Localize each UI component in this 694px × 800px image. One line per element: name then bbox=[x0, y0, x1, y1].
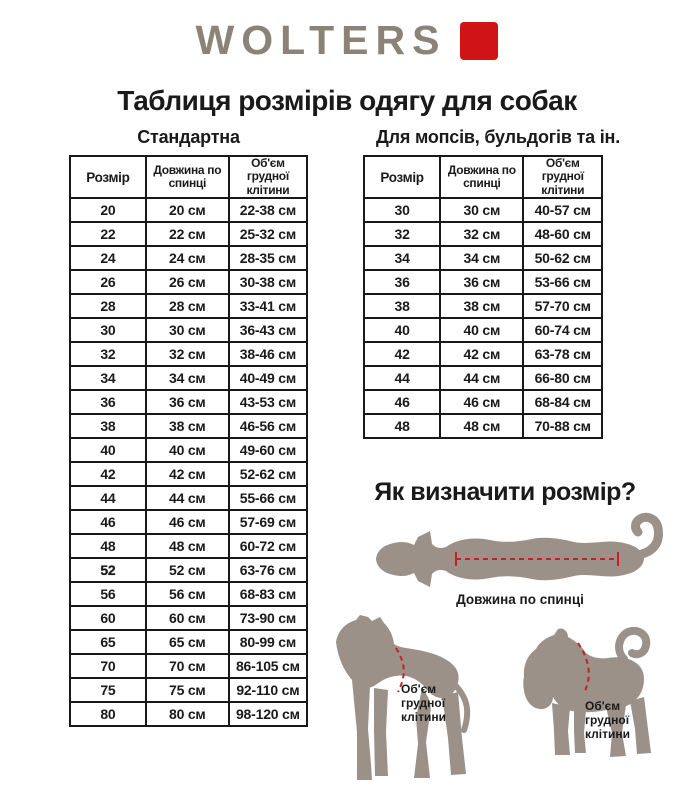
back-length-cell: 70 см bbox=[146, 654, 229, 678]
chest-volume-cell: 50-62 см bbox=[523, 246, 602, 270]
column-header: Довжина по спинці bbox=[146, 156, 229, 198]
label-line: клітини bbox=[401, 710, 446, 725]
bulldog-curled-tail bbox=[619, 631, 646, 659]
table-row bbox=[70, 270, 307, 294]
size-cell: 46 bbox=[70, 510, 146, 534]
size-cell: 38 bbox=[364, 294, 440, 318]
table-row bbox=[364, 246, 602, 270]
back-length-cell: 34 см bbox=[440, 246, 523, 270]
table-row bbox=[364, 270, 602, 294]
table-row bbox=[70, 606, 307, 630]
back-length-cell: 30 см bbox=[146, 318, 229, 342]
chest-volume-cell: 38-46 см bbox=[229, 342, 307, 366]
size-cell: 22 bbox=[70, 222, 146, 246]
dog-front-leg bbox=[352, 680, 372, 780]
column-header: Об'єм грудної клітини bbox=[523, 156, 602, 198]
back-length-cell: 38 см bbox=[146, 414, 229, 438]
back-length-cell: 48 см bbox=[146, 534, 229, 558]
table-row bbox=[70, 702, 307, 726]
back-length-cell: 44 см bbox=[146, 486, 229, 510]
chest-volume-cell: 55-66 см bbox=[229, 486, 307, 510]
back-length-cell: 32 см bbox=[440, 222, 523, 246]
table-row bbox=[70, 342, 307, 366]
table-row bbox=[364, 414, 602, 438]
bulldog-front-leg bbox=[552, 703, 570, 755]
size-cell: 48 bbox=[364, 414, 440, 438]
table-row bbox=[70, 486, 307, 510]
chest-volume-cell: 25-32 см bbox=[229, 222, 307, 246]
back-length-cell: 60 см bbox=[146, 606, 229, 630]
chest-volume-cell: 40-49 см bbox=[229, 366, 307, 390]
brand-logo: WOLTERS bbox=[195, 17, 447, 63]
pugs-table-title: Для мопсів, бульдогів та ін. bbox=[375, 127, 621, 147]
size-cell: 38 bbox=[70, 414, 146, 438]
table-row bbox=[364, 366, 602, 390]
column-header: Розмір bbox=[70, 156, 146, 198]
chest-volume-cell: 66-80 см bbox=[523, 366, 602, 390]
page-title: Таблиця розмірів одягу для собак bbox=[117, 84, 577, 116]
back-length-cell: 42 см bbox=[440, 342, 523, 366]
back-length-cell: 75 см bbox=[146, 678, 229, 702]
size-cell: 26 bbox=[70, 270, 146, 294]
label-line: грудної bbox=[401, 696, 446, 711]
back-length-cell: 34 см bbox=[146, 366, 229, 390]
brand-mark bbox=[460, 22, 498, 60]
chest-volume-cell: 48-60 см bbox=[523, 222, 602, 246]
back-length-cell: 22 см bbox=[146, 222, 229, 246]
size-cell: 40 bbox=[70, 438, 146, 462]
chest-volume-cell: 43-53 см bbox=[229, 390, 307, 414]
chest-volume-cell: 68-83 см bbox=[229, 582, 307, 606]
size-cell: 42 bbox=[70, 462, 146, 486]
back-length-label: Довжина по спинці bbox=[456, 592, 584, 607]
chest-volume-cell: 92-110 см bbox=[229, 678, 307, 702]
bulldog-hind-leg-far bbox=[630, 697, 651, 754]
size-cell: 46 bbox=[364, 390, 440, 414]
table-row bbox=[70, 582, 307, 606]
chest-volume-cell: 33-41 см bbox=[229, 294, 307, 318]
size-cell: 75 bbox=[70, 678, 146, 702]
chest-volume-cell: 86-105 см bbox=[229, 654, 307, 678]
table-row bbox=[70, 510, 307, 534]
back-length-cell: 42 см bbox=[146, 462, 229, 486]
standard-table-title: Стандартна bbox=[137, 127, 240, 147]
table-row bbox=[364, 198, 602, 222]
table-row bbox=[70, 462, 307, 486]
back-length-cell: 20 см bbox=[146, 198, 229, 222]
size-cell: 30 bbox=[70, 318, 146, 342]
size-cell: 65 bbox=[70, 630, 146, 654]
standard-size-table bbox=[69, 155, 308, 727]
chest-volume-cell: 57-70 см bbox=[523, 294, 602, 318]
chest-volume-cell: 63-78 см bbox=[523, 342, 602, 366]
chest-volume-cell: 52-62 см bbox=[229, 462, 307, 486]
chest-volume-label-left bbox=[401, 682, 446, 724]
back-length-cell: 80 см bbox=[146, 702, 229, 726]
label-line: Об'єм bbox=[585, 699, 621, 713]
table-row bbox=[70, 246, 307, 270]
table-row bbox=[70, 534, 307, 558]
column-header: Довжина по спинці bbox=[440, 156, 523, 198]
chest-volume-cell: 46-56 см bbox=[229, 414, 307, 438]
size-cell: 48 bbox=[70, 534, 146, 558]
size-cell: 56 bbox=[70, 582, 146, 606]
table-row bbox=[364, 222, 602, 246]
header-row bbox=[364, 156, 602, 198]
dog-tail bbox=[636, 517, 659, 554]
back-length-cell: 56 см bbox=[146, 582, 229, 606]
size-cell: 20 bbox=[70, 198, 146, 222]
chest-volume-cell: 70-88 см bbox=[523, 414, 602, 438]
header-row bbox=[70, 156, 307, 198]
back-length-cell: 52 см bbox=[146, 558, 229, 582]
size-cell: 34 bbox=[364, 246, 440, 270]
size-cell: 36 bbox=[70, 390, 146, 414]
size-cell: 28 bbox=[70, 294, 146, 318]
back-length-cell: 36 см bbox=[440, 270, 523, 294]
size-cell: 52 bbox=[70, 558, 146, 582]
back-length-cell: 28 см bbox=[146, 294, 229, 318]
table-row bbox=[70, 294, 307, 318]
table-row bbox=[70, 222, 307, 246]
chest-volume-cell: 68-84 см bbox=[523, 390, 602, 414]
brand-header bbox=[0, 17, 694, 63]
chest-volume-cell: 63-76 см bbox=[229, 558, 307, 582]
chest-volume-cell: 60-72 см bbox=[229, 534, 307, 558]
label-line: Об'єм bbox=[401, 682, 437, 696]
size-cell: 44 bbox=[364, 366, 440, 390]
back-length-cell: 26 см bbox=[146, 270, 229, 294]
size-cell: 42 bbox=[364, 342, 440, 366]
back-length-cell: 24 см bbox=[146, 246, 229, 270]
table-row bbox=[70, 630, 307, 654]
table-row bbox=[70, 678, 307, 702]
size-cell: 44 bbox=[70, 486, 146, 510]
pugs-size-table bbox=[363, 155, 603, 439]
column-header: Об'єм грудної клітини bbox=[229, 156, 307, 198]
size-cell: 32 bbox=[70, 342, 146, 366]
table-row bbox=[70, 198, 307, 222]
back-length-cell: 46 см bbox=[440, 390, 523, 414]
table-row bbox=[70, 414, 307, 438]
chest-volume-cell: 57-69 см bbox=[229, 510, 307, 534]
size-cell: 34 bbox=[70, 366, 146, 390]
chest-volume-cell: 22-38 см bbox=[229, 198, 307, 222]
dog-top-view-silhouette bbox=[372, 512, 668, 604]
back-length-cell: 40 см bbox=[146, 438, 229, 462]
back-length-cell: 65 см bbox=[146, 630, 229, 654]
chest-volume-cell: 40-57 см bbox=[523, 198, 602, 222]
size-cell: 30 bbox=[364, 198, 440, 222]
chest-volume-label-right bbox=[585, 699, 630, 741]
size-cell: 24 bbox=[70, 246, 146, 270]
table-row bbox=[364, 318, 602, 342]
back-length-cell: 32 см bbox=[146, 342, 229, 366]
size-cell: 80 bbox=[70, 702, 146, 726]
chest-volume-cell: 49-60 см bbox=[229, 438, 307, 462]
size-cell: 36 bbox=[364, 270, 440, 294]
size-cell: 70 bbox=[70, 654, 146, 678]
chest-volume-cell: 60-74 см bbox=[523, 318, 602, 342]
column-header: Розмір bbox=[364, 156, 440, 198]
size-cell: 32 bbox=[364, 222, 440, 246]
back-length-cell: 44 см bbox=[440, 366, 523, 390]
dog-front-leg-far bbox=[374, 688, 388, 776]
table-row bbox=[364, 342, 602, 366]
table-row bbox=[70, 390, 307, 414]
table-row bbox=[70, 438, 307, 462]
chest-volume-cell: 73-90 см bbox=[229, 606, 307, 630]
back-length-cell: 30 см bbox=[440, 198, 523, 222]
chest-volume-cell: 36-43 см bbox=[229, 318, 307, 342]
chest-volume-cell: 30-38 см bbox=[229, 270, 307, 294]
back-length-cell: 48 см bbox=[440, 414, 523, 438]
label-line: грудної bbox=[585, 713, 630, 728]
table-row bbox=[70, 654, 307, 678]
back-length-cell: 38 см bbox=[440, 294, 523, 318]
size-cell: 60 bbox=[70, 606, 146, 630]
size-cell: 40 bbox=[364, 318, 440, 342]
table-row bbox=[70, 558, 307, 582]
table-row bbox=[364, 294, 602, 318]
table-row bbox=[70, 318, 307, 342]
table-row bbox=[364, 390, 602, 414]
chest-volume-cell: 80-99 см bbox=[229, 630, 307, 654]
table-row bbox=[70, 366, 307, 390]
back-length-cell: 46 см bbox=[146, 510, 229, 534]
chest-volume-cell: 53-66 см bbox=[523, 270, 602, 294]
label-line: клітини bbox=[585, 727, 630, 742]
back-length-cell: 40 см bbox=[440, 318, 523, 342]
chest-volume-cell: 98-120 см bbox=[229, 702, 307, 726]
guide-title: Як визначити розмір? bbox=[374, 478, 636, 506]
back-length-cell: 36 см bbox=[146, 390, 229, 414]
chest-volume-cell: 28-35 см bbox=[229, 246, 307, 270]
